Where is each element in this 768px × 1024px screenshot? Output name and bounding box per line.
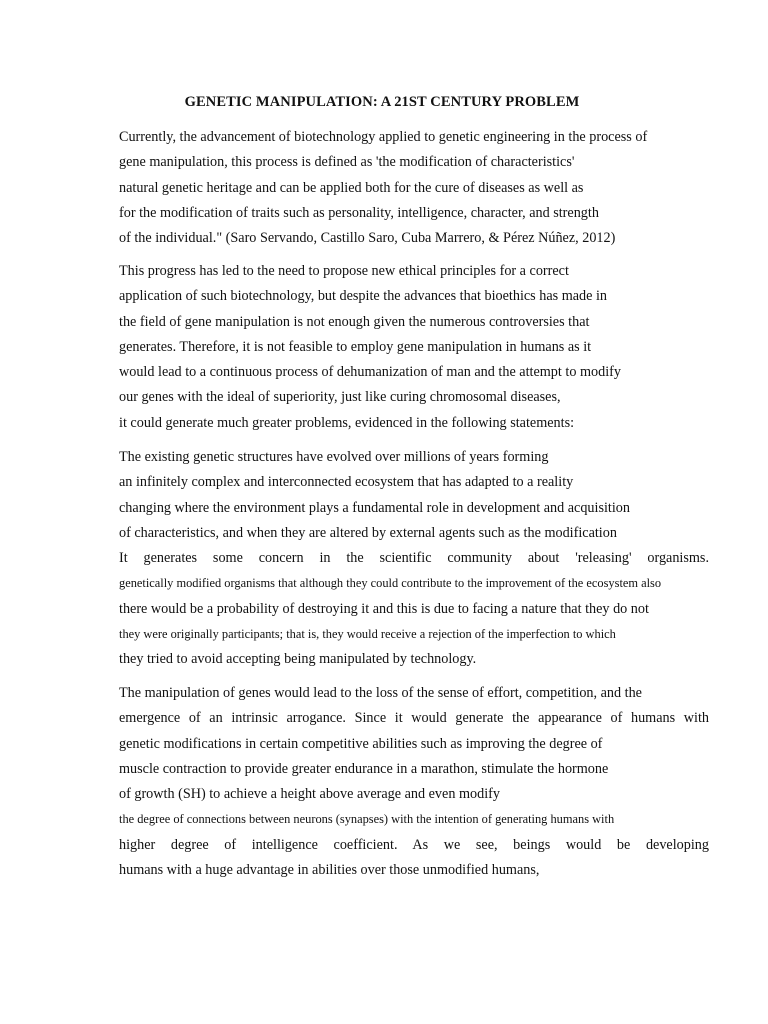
text-line: gene manipulation, this process is defined as 'the modification of characteristics' xyxy=(119,154,575,171)
text-line: would lead to a continuous process of dehumanization of man and the attempt to modify xyxy=(119,364,621,381)
text-line: natural genetic heritage and can be applied both for the cure of diseases as well as xyxy=(119,179,584,196)
text-line: it could generate much greater problems, evidenced in the following statements: xyxy=(119,414,575,431)
text-line: humans with a huge advantage in abilities over those unmodified humans, xyxy=(119,862,540,879)
paragraph-4 xyxy=(119,681,709,883)
text-line: for the modification of traits such as personality, intelligence, character, and strength xyxy=(119,204,599,221)
text-line: genetically modified organisms that although they could contribute to the improvement of the ecosystem also xyxy=(119,576,662,591)
text-line: an infinitely complex and interconnected ecosystem that has adapted to a reality xyxy=(119,474,574,491)
text-line: there would be a probability of destroying it and this is due to facing a nature that they do not xyxy=(119,600,649,617)
text-line: of the individual." (Saro Servando, Castillo Saro, Cuba Marrero, & Pérez Núñez, 2012) xyxy=(119,230,616,247)
paragraph-3 xyxy=(119,445,709,673)
text-line: The existing genetic structures have evolved over millions of years forming xyxy=(119,449,549,465)
text-line: This progress has led to the need to propose new ethical principles for a correct xyxy=(119,263,569,279)
text-line: they were originally participants; that is, they would receive a rejection of the imperfection to which xyxy=(119,627,616,642)
paragraph-2 xyxy=(119,259,709,436)
text-line: of growth (SH) to achieve a height above average and even modify xyxy=(119,786,500,803)
text-line: higher degree of intelligence coefficient. As we see, beings would be developing xyxy=(119,836,709,853)
title-text: GENETIC MANIPULATION: A 21ST CENTURY PROBLEM xyxy=(184,94,580,110)
text-line: of characteristics, and when they are altered by external agents such as the modification xyxy=(119,524,617,541)
text-line: muscle contraction to provide greater endurance in a marathon, stimulate the hormone xyxy=(119,760,609,777)
page-title xyxy=(0,93,768,111)
text-line: application of such biotechnology, but despite the advances that bioethics has made in xyxy=(119,288,608,305)
text-line: our genes with the ideal of superiority, just like curing chromosomal diseases, xyxy=(119,389,561,406)
text-line: genetic modifications in certain competitive abilities such as improving the degree of xyxy=(119,735,603,752)
text-line: they tried to avoid accepting being manipulated by technology. xyxy=(119,651,477,668)
text-line: Currently, the advancement of biotechnology applied to genetic engineering in the process of xyxy=(119,129,648,145)
paragraph-1 xyxy=(119,125,709,251)
text-line: changing where the environment plays a fundamental role in development and acquisition xyxy=(119,499,630,516)
text-line: generates. Therefore, it is not feasible to employ gene manipulation in humans as it xyxy=(119,338,592,355)
text-line: the field of gene manipulation is not enough given the numerous controversies that xyxy=(119,313,590,330)
text-line: the degree of connections between neurons (synapses) with the intention of generating humans with xyxy=(119,812,615,827)
text-line: emergence of an intrinsic arrogance. Since it would generate the appearance of humans with xyxy=(119,710,709,727)
text-line: It generates some concern in the scientific community about 'releasing' organisms. xyxy=(119,550,709,567)
text-line: The manipulation of genes would lead to the loss of the sense of effort, competition, and the xyxy=(119,685,642,701)
